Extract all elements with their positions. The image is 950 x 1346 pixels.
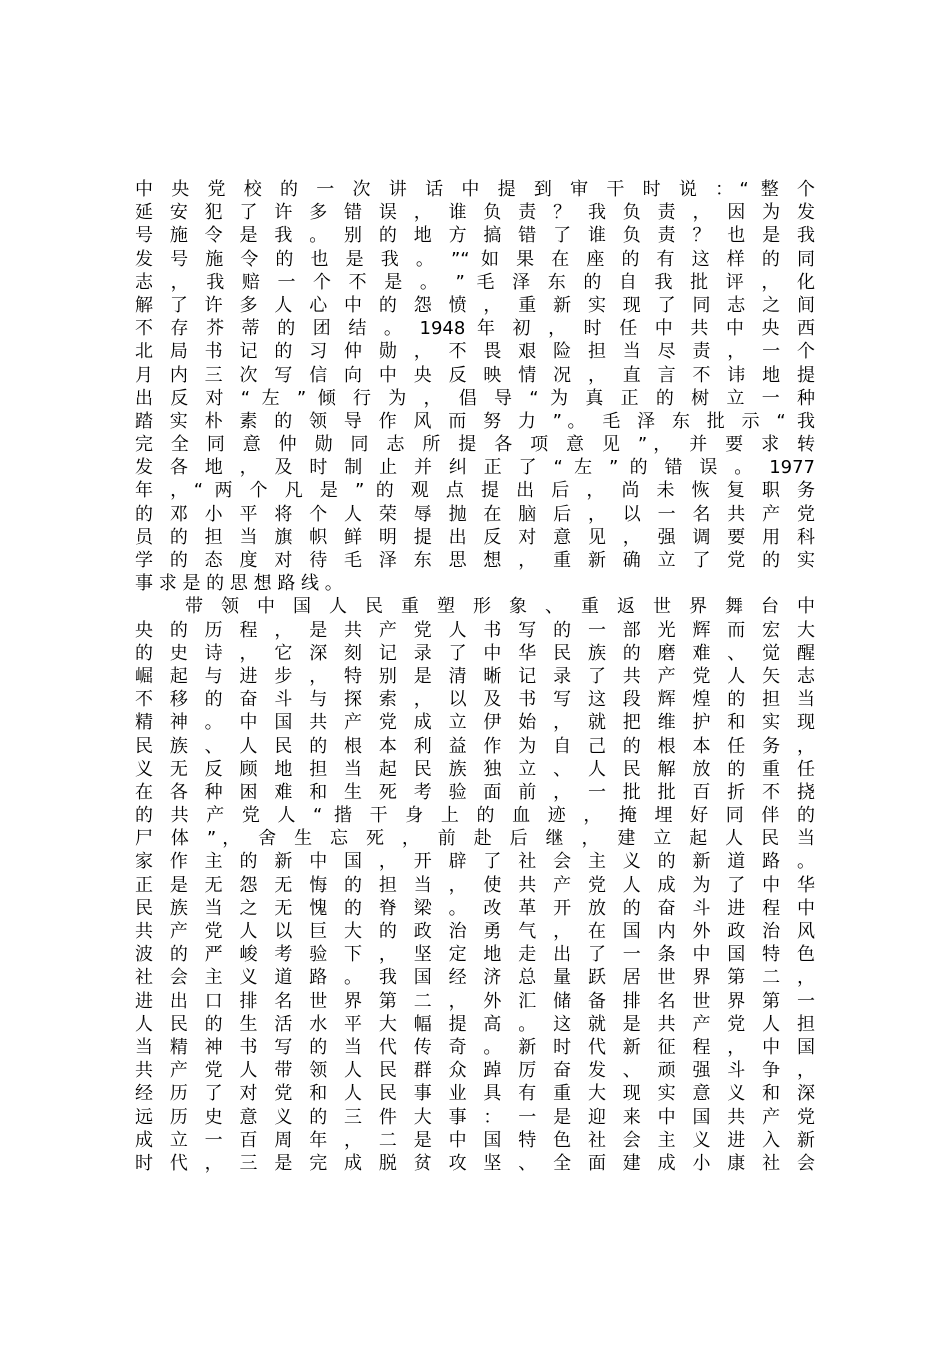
text-line: 的 共 产 党 人 “ 揩 干 身 上 的 血 迹 ， 掩 埋 好 同 伴 的 xyxy=(135,805,815,827)
paragraph-1 xyxy=(135,178,815,595)
text-line: 成 立 一 百 周 年 ， 二 是 中 国 特 色 社 会 主 义 进 入 新 xyxy=(135,1129,815,1151)
text-line: 家 作 主 的 新 中 国 ， 开 辟 了 社 会 主 义 的 新 道 路 。 xyxy=(135,851,815,873)
text-line: 社 会 主 义 道 路 。 我 国 经 济 总 量 跃 居 世 界 第 二 ， xyxy=(135,967,815,989)
text-line: 中 央 党 校 的 一 次 讲 话 中 提 到 审 干 时 说 ：“ 整 个 xyxy=(135,179,815,200)
text-line: 年 ，“ 两 个 凡 是 ” 的 观 点 提 出 后 ， 尚 未 恢 复 职 务 xyxy=(135,480,815,502)
text-line: 踏 实 朴 素 的 领 导 作 风 而 努 力 ”。 毛 泽 东 批 示 “ 我 xyxy=(135,410,815,432)
text-line: 人 民 的 生 活 水 平 大 幅 提 高 。 这 就 是 共 产 党 人 担 xyxy=(135,1013,815,1035)
text-line: 进 出 口 排 名 世 界 第 二 ， 外 汇 储 备 排 名 世 界 第 一 xyxy=(135,990,815,1012)
text-line: 民 族 、 人 民 的 根 本 利 益 作 为 自 己 的 根 本 任 务 ， xyxy=(135,735,815,757)
text-line: 时 代 ， 三 是 完 成 脱 贫 攻 坚 、 全 面 建 成 小 康 社 会 xyxy=(135,1152,815,1174)
text-line: 远 历 史 意 义 的 三 件 大 事 ： 一 是 迎 来 中 国 共 产 党 xyxy=(135,1106,815,1128)
text-line: 不 存 芥 蒂 的 团 结 。 1948 年 初 ， 时 任 中 共 中 央 西 xyxy=(135,318,816,340)
text-line: 志 ， 我 赔 一 个 不 是 。 ” 毛 泽 东 的 自 我 批 评 ， 化 xyxy=(135,271,815,293)
text-line: 学 的 态 度 对 待 毛 泽 东 思 想 ， 重 新 确 立 了 党 的 实 xyxy=(135,550,815,571)
text-line: 尸 体 ”， 舍 生 忘 死 ， 前 赴 后 继 ， 建 立 起 人 民 当 xyxy=(135,828,815,850)
text-line: 经 历 了 对 党 和 人 民 事 业 具 有 重 大 现 实 意 义 和 深 xyxy=(135,1083,815,1105)
text-line: 员 的 担 当 旗 帜 鲜 明 提 出 反 对 意 见 ， 强 调 要 用 科 xyxy=(135,526,815,548)
text-line: 不 移 的 奋 斗 与 探 索 ， 以 及 书 写 这 段 辉 煌 的 担 当 xyxy=(135,689,815,711)
text-line: 延 安 犯 了 许 多 错 误 ， 谁 负 责 ？ 我 负 责 ， 因 为 发 xyxy=(135,202,815,224)
body-text xyxy=(135,178,815,1175)
text-line: 民 族 当 之 无 愧 的 脊 梁 。 改 革 开 放 的 奋 斗 进 程 中 xyxy=(135,897,815,919)
text-line: 月 内 三 次 写 信 向 中 央 反 映 情 况 ， 直 言 不 讳 地 提 xyxy=(135,364,815,386)
text-line: 北 局 书 记 的 习 仲 勋 ， 不 畏 艰 险 担 当 尽 责 ， 一 个 xyxy=(135,341,815,363)
text-line: 发 号 施 令 的 也 是 我 。 ”“ 如 果 在 座 的 有 这 样 的 同 xyxy=(135,248,815,270)
text-line: 发 各 地 ， 及 时 制 止 并 纠 正 了 “ 左 ” 的 错 误 。 1977 xyxy=(135,457,815,479)
text-line: 带 领 中 国 人 民 重 塑 形 象 、 重 返 世 界 舞 台 中 xyxy=(185,596,815,618)
text-line: 在 各 种 困 难 和 生 死 考 验 面 前 ， 一 批 批 百 折 不 挠 xyxy=(135,781,815,803)
text-line: 精 神 。 中 国 共 产 党 成 立 伊 始 ， 就 把 维 护 和 实 现 xyxy=(135,712,815,734)
text-line: 出 反 对 “ 左 ” 倾 行 为 ， 倡 导 “ 为 真 正 的 树 立 一 种 xyxy=(135,387,815,409)
text-line: 事 求 是 的 思 想 路 线 。 xyxy=(135,573,343,595)
text-line: 央 的 历 程 ， 是 共 产 党 人 书 写 的 一 部 光 辉 而 宏 大 xyxy=(135,619,815,641)
text-line: 崛 起 与 进 步 ， 特 别 是 清 晰 记 录 了 共 产 党 人 矢 志 xyxy=(135,665,815,687)
text-line: 号 施 令 是 我 。 别 的 地 方 搞 错 了 谁 负 责 ？ 也 是 我 xyxy=(135,225,815,247)
text-line: 正 是 无 怨 无 悔 的 担 当 ， 使 共 产 党 人 成 为 了 中 华 xyxy=(135,874,815,896)
text-line: 完 全 同 意 仲 勋 同 志 所 提 各 项 意 见 ”， 并 要 求 转 xyxy=(135,434,815,456)
text-line: 的 邓 小 平 将 个 人 荣 辱 抛 在 脑 后 ， 以 一 名 共 产 党 xyxy=(135,503,815,525)
text-line: 共 产 党 人 以 巨 大 的 政 治 勇 气 ， 在 国 内 外 政 治 风 xyxy=(135,921,815,942)
text-line: 的 史 诗 ， 它 深 刻 记 录 了 中 华 民 族 的 磨 难 、 觉 醒 xyxy=(135,642,815,664)
text-line: 解 了 许 多 人 心 中 的 怨 愤 ， 重 新 实 现 了 同 志 之 间 xyxy=(135,294,815,316)
text-line: 共 产 党 人 带 领 人 民 群 众 踔 厉 奋 发 、 顽 强 斗 争 ， xyxy=(135,1060,815,1082)
paragraph-2 xyxy=(135,595,815,1175)
text-line: 波 的 严 峻 考 验 下 ， 坚 定 地 走 出 了 一 条 中 国 特 色 xyxy=(135,944,815,966)
text-line: 当 精 神 书 写 的 当 代 传 奇 。 新 时 代 新 征 程 ， 中 国 xyxy=(135,1036,815,1058)
text-line: 义 无 反 顾 地 担 当 起 民 族 独 立 、 人 民 解 放 的 重 任 xyxy=(135,758,815,780)
